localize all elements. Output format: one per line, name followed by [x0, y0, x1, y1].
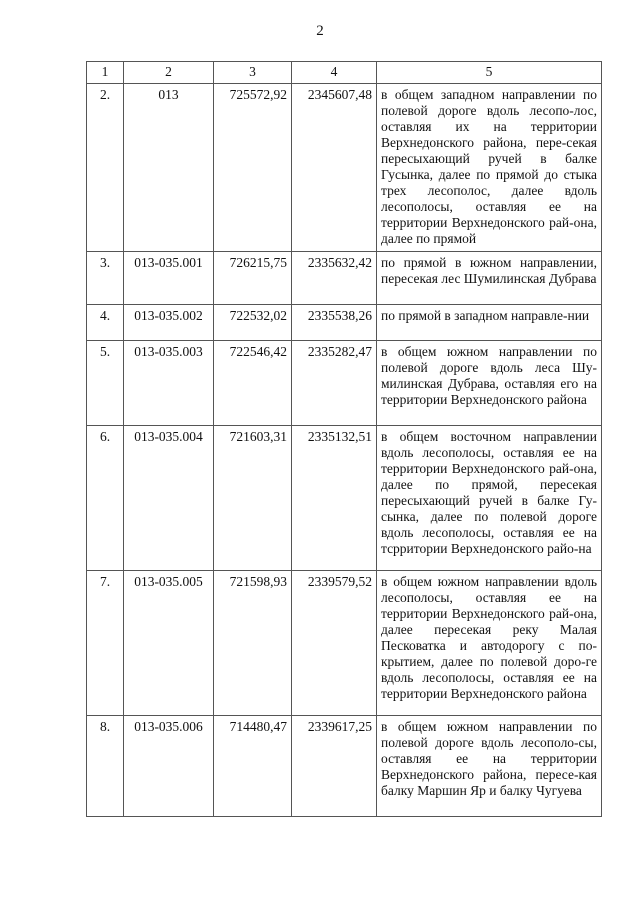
coordinate-x: 726215,75 [214, 252, 292, 305]
coordinate-x: 725572,92 [214, 84, 292, 252]
row-number: 7. [87, 571, 124, 716]
boundary-description: по прямой в южном направлении, пересекая лес Шумилинская Дубрава [377, 252, 602, 305]
coordinate-y: 2339617,25 [292, 716, 377, 817]
boundary-description: в общем южном направлении по полевой дороге вдоль леса Шу-милинская Дубрава, оставляя его на территории Верхнедонского района [377, 341, 602, 426]
coordinate-y: 2335282,47 [292, 341, 377, 426]
boundary-description: в общем южном направлении по полевой дороге вдоль лесополо-сы, оставляя ее на территории Верхнедонского района, пересе-кая балку Маршин Яр и балку Чугуева [377, 716, 602, 817]
table-row [87, 571, 602, 716]
point-code: 013-035.006 [124, 716, 214, 817]
column-header-description: 5 [377, 62, 602, 84]
point-code: 013-035.005 [124, 571, 214, 716]
table-row [87, 252, 602, 305]
boundary-description: в общем западном направлении по полевой дороге вдоль лесопо-лос, оставляя их на территории Верхнедонского района, пере-секая пересыхающий ручей в балке Гусынка, далее по прямой до стыка трех лесополос, далее вдоль лесополосы, оставляя ее на территории Верхнедонского рай-она, далее по прямой [377, 84, 602, 252]
coordinate-y: 2345607,48 [292, 84, 377, 252]
page-number: 2 [316, 23, 324, 39]
row-number: 3. [87, 252, 124, 305]
point-code: 013-035.004 [124, 426, 214, 571]
point-code: 013-035.003 [124, 341, 214, 426]
point-code: 013-035.001 [124, 252, 214, 305]
table-row [87, 716, 602, 817]
coordinate-y: 2335132,51 [292, 426, 377, 571]
boundary-description: в общем южном направлении вдоль лесополосы, оставляя ее на территории Верхнедонского рай-она, далее пересекая реку Малая Песковатка и автодорогу с по-крытием, далее по полевой доро-ге вдоль лесополосы, оставляя ее на территории Верхнедонского района [377, 571, 602, 716]
column-header-number: 1 [87, 62, 124, 84]
coordinate-y: 2335538,26 [292, 305, 377, 341]
table-header-row [87, 62, 602, 84]
coordinate-x: 721598,93 [214, 571, 292, 716]
column-header-y: 4 [292, 62, 377, 84]
column-header-x: 3 [214, 62, 292, 84]
row-number: 6. [87, 426, 124, 571]
table-row [87, 84, 602, 252]
column-header-code: 2 [124, 62, 214, 84]
row-number: 4. [87, 305, 124, 341]
coordinate-x: 714480,47 [214, 716, 292, 817]
row-number: 8. [87, 716, 124, 817]
coordinate-y: 2339579,52 [292, 571, 377, 716]
boundary-description: в общем восточном направлении вдоль лесополосы, оставляя ее на территории Верхнедонского рай-она, далее по прямой, пересекая пересыхающий ручей в балке Гу-сынка, далее по полевой дороге вдоль лесополосы, оставляя ее на тсрритории Верхнедонского райо-на [377, 426, 602, 571]
table-row [87, 426, 602, 571]
coordinate-x: 722532,02 [214, 305, 292, 341]
coordinate-y: 2335632,42 [292, 252, 377, 305]
row-number: 2. [87, 84, 124, 252]
boundary-description: по прямой в западном направле-нии [377, 305, 602, 341]
boundary-coordinates-table [86, 61, 602, 817]
coordinate-x: 721603,31 [214, 426, 292, 571]
table-row [87, 341, 602, 426]
coordinate-x: 722546,42 [214, 341, 292, 426]
table-row [87, 305, 602, 341]
row-number: 5. [87, 341, 124, 426]
point-code: 013-035.002 [124, 305, 214, 341]
point-code: 013 [124, 84, 214, 252]
